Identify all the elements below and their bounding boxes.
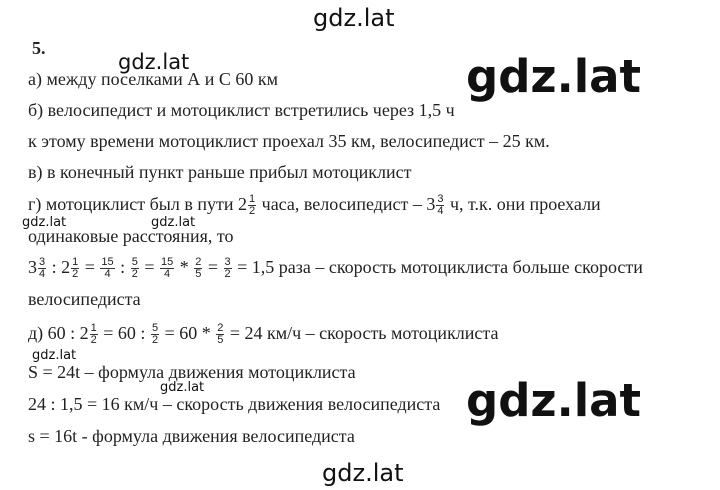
answer-g [28,193,601,217]
answer-a: а) между поселками А и С 60 км [28,69,278,89]
fraction-three-quarters: $\frac{3}{4}$ [39,256,46,281]
watermark-small-center: gdz.lat [151,215,196,230]
calculation-continuation: велосипедиста [28,289,141,309]
fraction-three-quarters: $\frac{3}{4}$ [437,193,444,218]
fraction-five-halves: $\frac{5}{2}$ [151,322,159,347]
watermark-bottom: gdz.lat [322,459,404,487]
fraction-five-halves: $\frac{5}{2}$ [131,256,138,281]
cyclist-speed: 24 : 1,5 = 16 км/ч – скорость движения велосипедиста [28,394,441,414]
answer-g-continuation: одинаковые расстояния, то [28,226,234,246]
watermark-small-lower-left: gdz.lat [32,348,77,363]
answer-b-continuation: к этому времени мотоциклист проехал 35 км, велосипедист – 25 км. [28,131,550,151]
answer-g-text-3: ч, т.к. они проехали [445,194,601,214]
answer-d: д) 60 : 2 $\frac{1}{2}$ = 60 : $\frac{5}{2}$ = 60 * $\frac{2}{5}$ = 24 км/ч – скорость мотоциклиста [28,322,499,347]
fraction-one-half: $\frac{1}{2}$ [72,256,79,281]
fraction-fifteen-quarters: $\frac{15}{4}$ [101,256,114,281]
fraction-one-half: $\frac{1}{2}$ [249,193,256,218]
cyclist-formula: s = 16t - формула движения велосипедиста [28,426,355,446]
answer-b: б) велосипедист и мотоциклист встретились через 1,5 ч [28,100,455,120]
watermark-small-left: gdz.lat [22,215,67,230]
calculation-speed-ratio: 3 $\frac{3}{4}$ : 2 $\frac{1}{2}$ = $\frac{15}{4}$ : $\frac{5}{2}$ = $\frac{15}{4}$ * $\frac{2}{5}$ = $\frac{3}{2}$ = 1,5 раза – скорость мотоциклиста больше скорости [28,256,643,281]
task-number: 5. [32,38,46,58]
watermark-large-lower: gdz.lat [466,374,642,427]
answer-g-text-2: часа, велосипедист – 3 [257,194,436,214]
fraction-two-fifths: $\frac{2}{5}$ [217,322,224,347]
answer-g-text-1: г) мотоциклист был в пути 2 [28,194,248,214]
watermark-large-upper: gdz.lat [466,50,642,103]
motorcyclist-formula: S = 24t – формула движения мотоциклиста [28,362,356,382]
watermark-medium: gdz.lat [118,50,190,74]
fraction-one-half: $\frac{1}{2}$ [90,322,97,347]
fraction-two-fifths: $\frac{2}{5}$ [195,256,202,281]
answer-v: в) в конечный пункт раньше прибыл мотоциклист [28,162,412,182]
watermark-top: gdz.lat [313,4,395,32]
watermark-small-lower-center: gdz.lat [160,380,205,395]
fraction-fifteen-quarters: $\frac{15}{4}$ [160,256,174,281]
fraction-three-halves: $\frac{3}{2}$ [224,256,231,281]
